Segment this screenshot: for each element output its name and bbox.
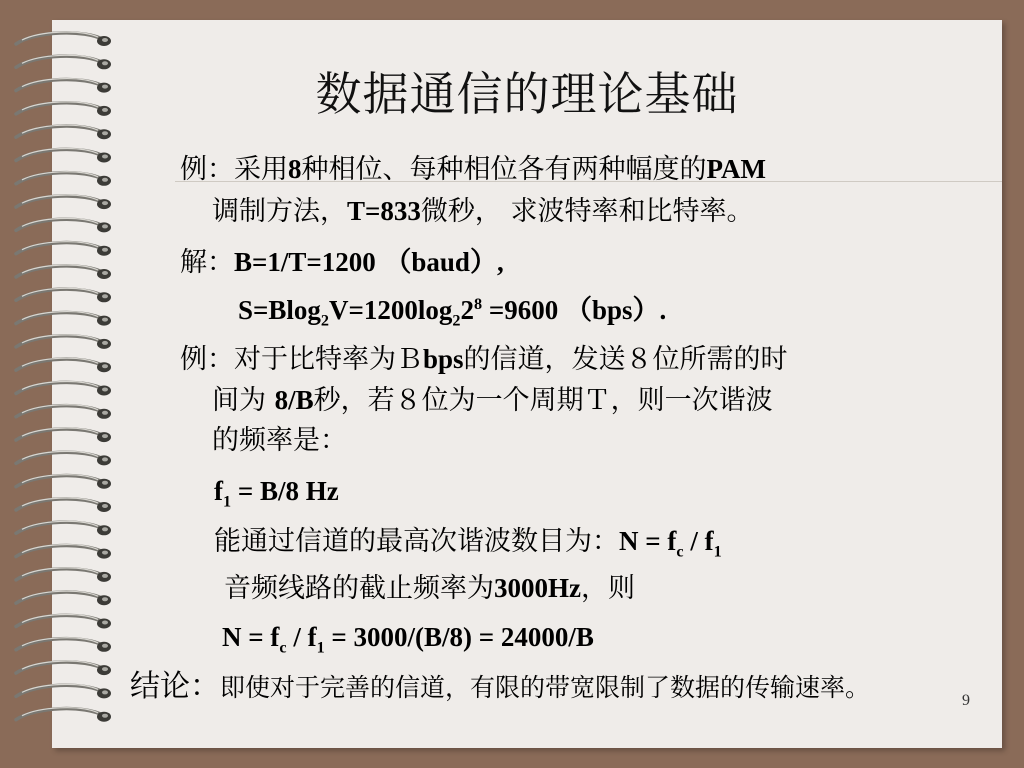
page-number: 9 xyxy=(962,692,970,709)
conclusion-text: 即使对于完善的信道，有限的带宽限制了数据的传输速率。 xyxy=(220,673,871,702)
example1-line2: 调制方法，T=833微秒， 求波特率和比特率。 xyxy=(212,196,754,227)
binding-ring xyxy=(16,498,111,512)
binding-ring xyxy=(16,475,111,489)
harmonics-calculation: $N = f_c / f_1 = 3000/(B/8) = 24000/B$ xyxy=(222,622,594,657)
binding-ring xyxy=(16,32,111,46)
binding-ring xyxy=(16,172,111,186)
binding-ring xyxy=(16,242,111,256)
example2-line2: 间为 8/B秒，若８位为一个周期Ｔ，则一次谐波 xyxy=(212,385,773,416)
binding-ring xyxy=(16,335,111,349)
binding-ring xyxy=(16,312,111,326)
binding-ring xyxy=(16,405,111,419)
conclusion-label: 结论： xyxy=(130,669,220,704)
binding-ring xyxy=(16,381,111,395)
binding-ring xyxy=(16,521,111,535)
binding-ring xyxy=(16,591,111,605)
conclusion xyxy=(130,668,870,707)
binding-ring xyxy=(16,288,111,302)
binding-ring xyxy=(16,638,111,652)
max-harmonics-line: 能通过信道的最高次谐波数目为：$N = f_c / f_1$ xyxy=(214,526,722,561)
binding-ring xyxy=(16,195,111,209)
binding-ring xyxy=(16,614,111,628)
binding-ring xyxy=(16,545,111,559)
solution-baud-line: 解：B=1/T=1200 （baud）, xyxy=(180,247,504,278)
binding-ring xyxy=(16,265,111,279)
example2-line3: 的频率是： xyxy=(212,425,347,456)
binding-ring xyxy=(16,684,111,698)
binding-ring xyxy=(16,358,111,372)
harmonic-frequency-formula: $f_1 = B/8$ Hz xyxy=(214,476,339,511)
binding-ring xyxy=(16,661,111,675)
example2-line1: 例：对于比特率为Ｂbps的信道，发送８位所需的时 xyxy=(180,344,788,375)
binding-ring xyxy=(16,218,111,232)
cutoff-line: 音频线路的截止频率为3000Hz，则 xyxy=(224,573,635,604)
binding-ring xyxy=(16,148,111,162)
binding-ring xyxy=(16,451,111,465)
solution-bitrate-line: $S=Blog_2V=1200\log_22^8 =9600$ （bps）. xyxy=(238,295,667,330)
example1-line1: 例：采用8种相位、每种相位各有两种幅度的PAM xyxy=(180,154,766,185)
binding-ring xyxy=(16,125,111,139)
binding-ring xyxy=(16,568,111,582)
page-title: 数据通信的理论基础 xyxy=(315,67,739,121)
binding-ring xyxy=(16,428,111,442)
binding-ring xyxy=(16,708,111,722)
